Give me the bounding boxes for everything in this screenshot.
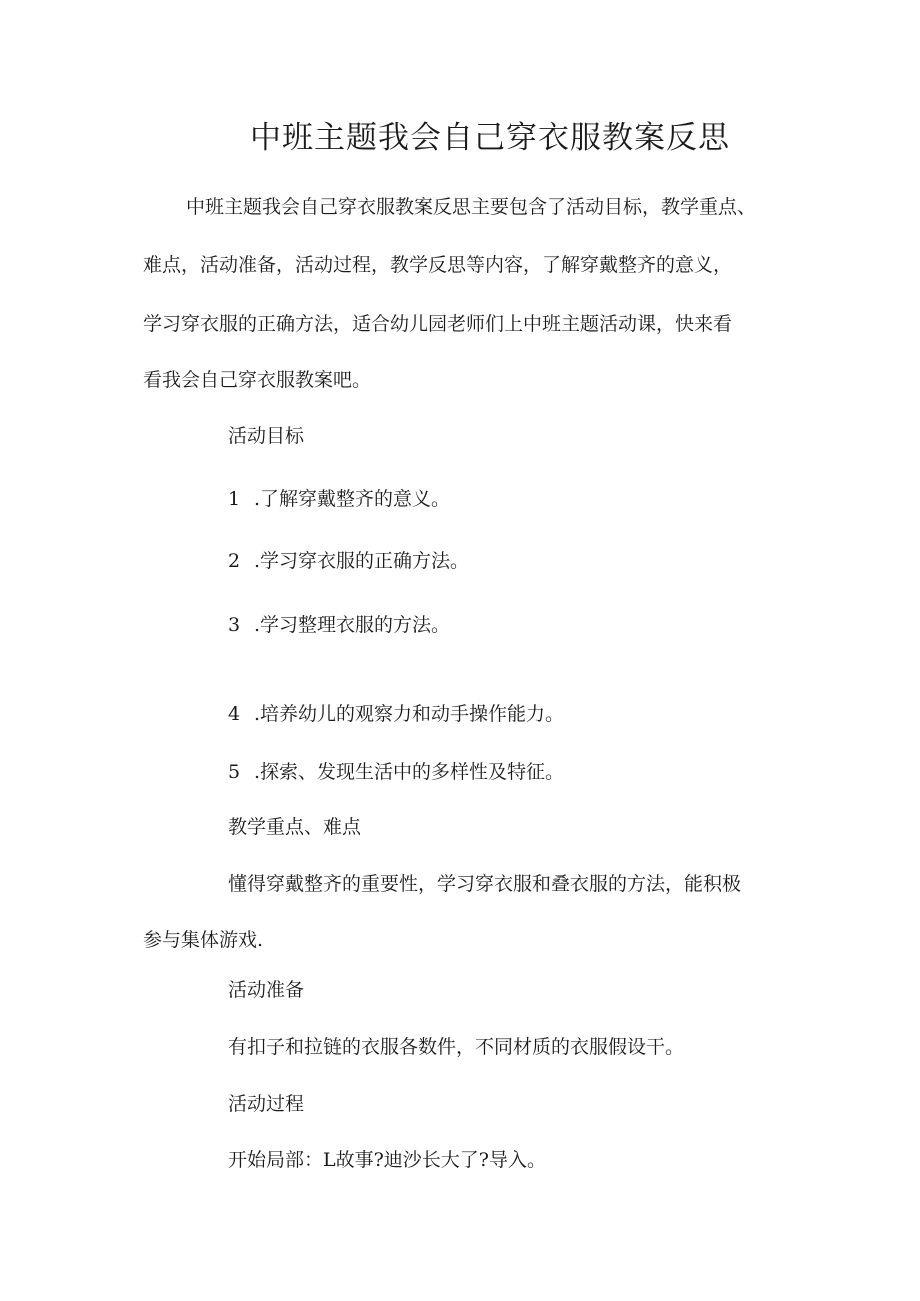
goal-number: 2: [228, 550, 241, 572]
goal-number: 1: [228, 488, 241, 510]
intro-line-1: 中班主题我会自己穿衣服教案反思主要包含了活动目标，教学重点、: [186, 196, 757, 218]
preparation-heading: 活动准备: [228, 979, 305, 1001]
preparation-text: 有扣子和拉链的衣服各数件，不同材质的衣服假设干。: [228, 1036, 685, 1058]
goal-item-4: [228, 705, 564, 724]
goal-item-5: [228, 763, 564, 782]
process-text: 开始局部：L故事?迪沙长大了?导入。: [228, 1149, 546, 1171]
key-points-heading: 教学重点、难点: [228, 816, 362, 838]
goal-text: .学习穿衣服的正确方法。: [254, 550, 470, 572]
goal-item-3: [228, 616, 450, 635]
goal-text: .学习整理衣服的方法。: [254, 614, 451, 636]
key-points-line-1: 懂得穿戴整齐的重要性，学习穿衣服和叠衣服的方法，能积极: [228, 873, 742, 895]
intro-line-2: 难点，活动准备，活动过程，教学反思等内容，了解穿戴整齐的意义，: [143, 254, 733, 276]
goal-text: .了解穿戴整齐的意义。: [254, 488, 451, 510]
intro-line-3: 学习穿衣服的正确方法，适合幼儿园老师们上中班主题活动课，快来看: [143, 313, 733, 335]
document-title: 中班主题我会自己穿衣服教案反思: [250, 120, 730, 156]
goal-text: .探索、发现生活中的多样性及特征。: [254, 761, 565, 783]
intro-line-4: 看我会自己穿衣服教案吧。: [143, 369, 372, 391]
goal-number: 3: [228, 614, 241, 636]
goal-text: .培养幼儿的观察力和动手操作能力。: [254, 703, 565, 725]
goal-number: 4: [228, 703, 241, 725]
goals-heading: 活动目标: [228, 425, 305, 447]
process-heading: 活动过程: [228, 1093, 305, 1115]
goal-item-1: [228, 490, 450, 509]
goal-item-2: [228, 552, 469, 571]
goal-number: 5: [228, 761, 241, 783]
key-points-line-2: 参与集体游戏.: [143, 929, 264, 951]
